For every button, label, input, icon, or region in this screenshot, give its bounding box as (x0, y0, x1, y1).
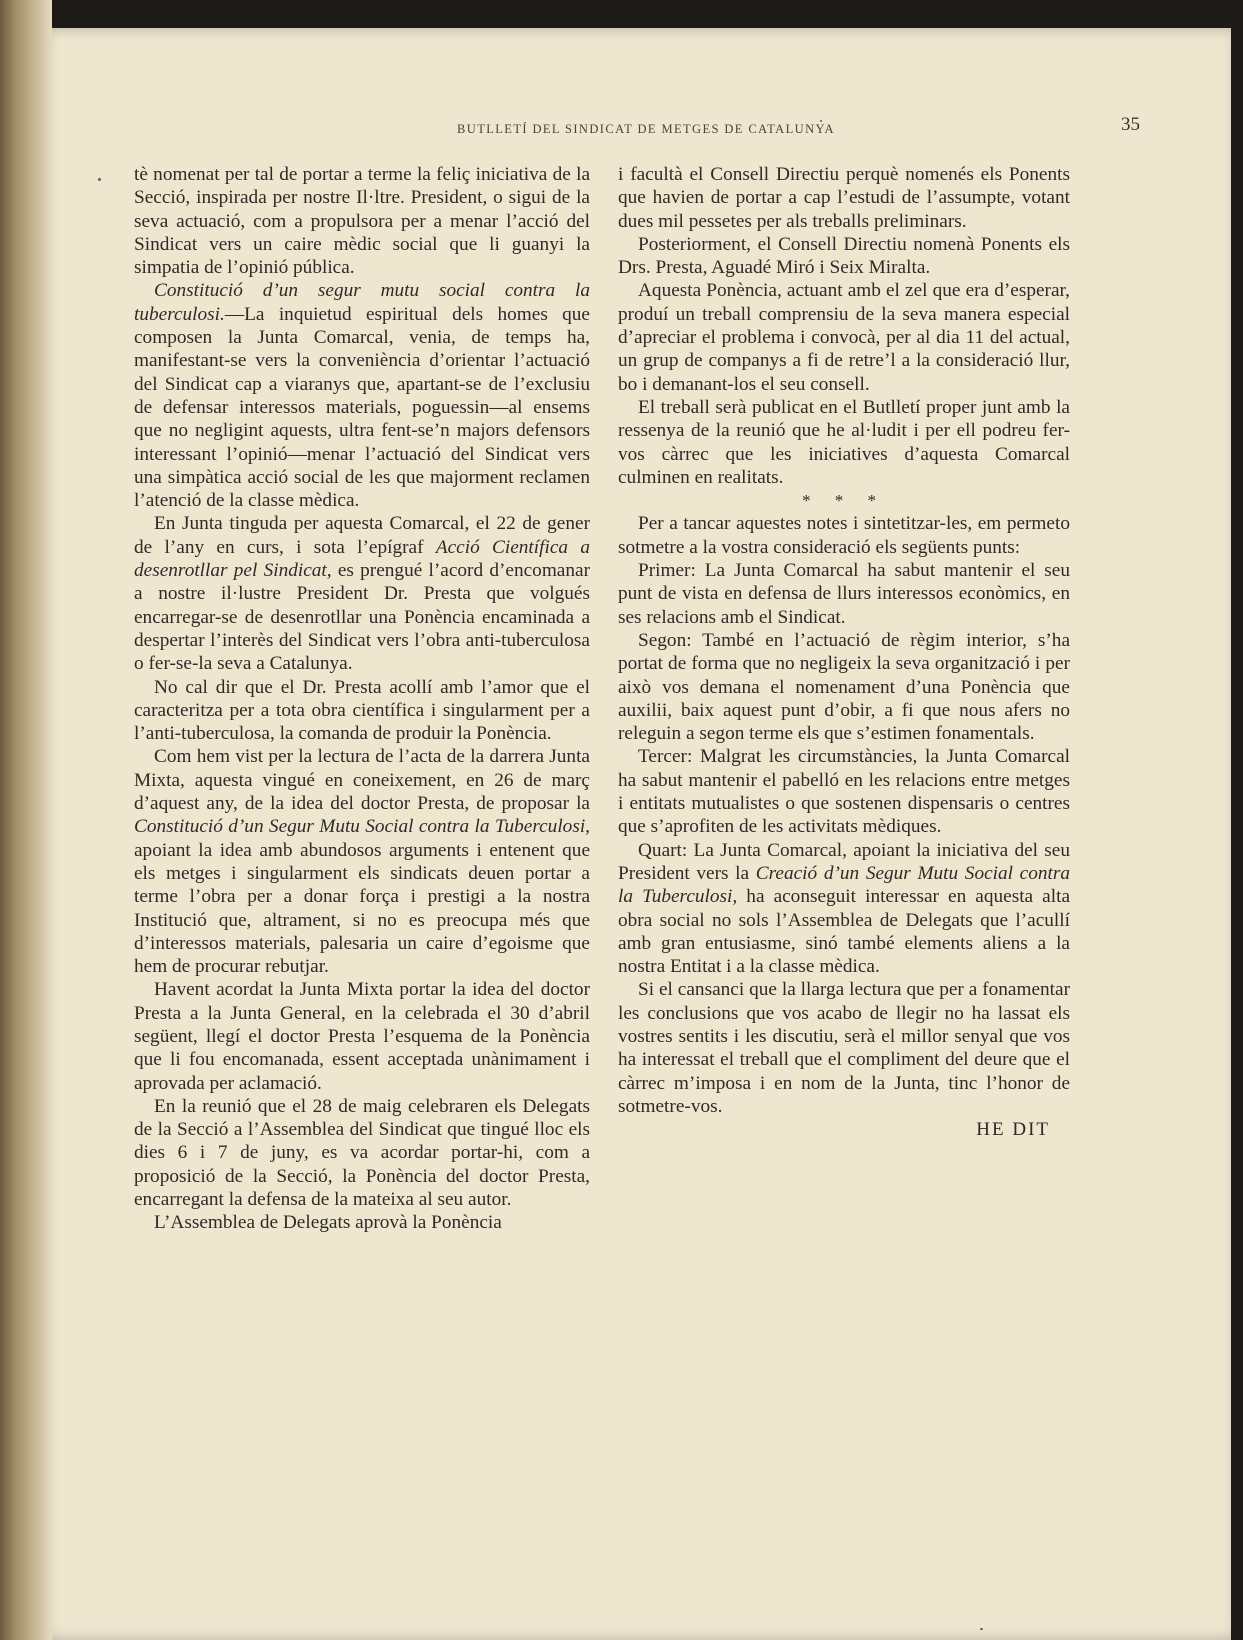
italic-title: Acció Científica a desenrotllar pel Sindicat, (134, 536, 590, 582)
paragraph: Si el cansanci que la llarga lectura que per a fonamentar les conclusions que vos acabo de llegir no ha lassat els vostres sentits i les discutiu, serà el millor senyal que vos ha interessat el treball que el compliment del deure que el càrrec m’imposa i en nom de la Junta, tinc l’honor de sotmetre-vos. (618, 979, 1070, 1117)
paragraph: Havent acordat la Junta Mixta portar la idea del doctor Presta a la Junta General, en la celebrada el 30 d’abril següent, llegí el doctor Presta l’esquema de la Ponència que li fou encomanada, essent acceptada unànimament i aprovada per aclamació. (134, 979, 590, 1094)
paragraph: Aquesta Ponència, actuant amb el zel que era d’esperar, produí un treball comprensiu de la seva manera especial d’apreciar el problema i convocà, per al dia 11 del actual, un grup de companys a fi de retre’l a la consideració llur, bo i demanant-los el seu consell. (618, 280, 1070, 395)
page-number: 35 (1121, 114, 1140, 135)
paragraph: Com hem vist per la lectura de l’acta de la darrera Junta Mixta, aquesta vingué en coneixement, en 26 de març d’aquest any, de la idea del doctor Presta, de proposar la Constitució d’un Segur Mutu Social contra la Tuberculosi, apoiant la idea amb abundosos arguments i entenent que els metges i singularment els sindicats deuen portar a terme l’obra per a donar força i prestigi a la nostra Institució que, altrament, si no es preocupa més que d’interessos materials, palesaria un caire d’egoisme que hem de procurar rebutjar. (134, 746, 590, 978)
paragraph: El treball serà publicat en el Butlletí proper junt amb la ressenya de la reunió que he al·ludit i per ell podreu fer-vos càrrec que les iniciatives d’aquesta Comarcal culminen en realitats. (618, 396, 1070, 488)
paragraph-segon: Segon: També en l’actuació de règim interior, s’ha portat de forma que no negligeix la seva organització i per això vos demana el nomenament d’una Ponència que auxilii, baix aquest punt d’obir, a fi que nous afers no releguin a segon terme els que s’estimen fonamentals. (618, 629, 1070, 745)
paragraph: En Junta tinguda per aquesta Comarcal, el 22 de gener de l’any en curs, i sota l’epígraf Acció Científica a desenrotllar pel Sindicat, es prengué l’acord d’encomanar a nostre il·lustre President Dr. Presta que volgués encarregar-se de desenrotllar una Ponència encaminada a despertar l’interès del Sindicat vers l’obra anti-tuberculosa o fer-se-la seva a Catalunya. (134, 513, 590, 675)
italic-title: Creació d’un Segur Mutu Social contra la Tuberculosi, (618, 862, 1070, 908)
journal-title: BUTLLETÍ DEL SINDICAT DE METGES DE CATALUNYA (457, 122, 835, 136)
paragraph: No cal dir que el Dr. Presta acollí amb l’amor que el caracteritza per a tota obra científica i singularment per a l’anti-tuberculosa, la comanda de produir la Ponència. (134, 676, 590, 745)
running-header (130, 110, 1140, 150)
paragraph-primer: Primer: La Junta Comarcal ha sabut mantenir el seu punt de vista en defensa de llurs interessos econòmics, en ses relacions amb el Sindicat. (618, 560, 1070, 628)
paragraph: i facultà el Consell Directiu perquè nomenés els Ponents que havien de portar a cap l’estudi de l’assumpte, votant dues mil pessetes per als treballs preliminars. (618, 164, 1070, 232)
paragraph: L’Assemblea de Delegats aprovà la Ponència (154, 1212, 502, 1234)
scan-speck (980, 1628, 983, 1630)
section-separator: * * * (802, 491, 886, 511)
paragraph: En la reunió que el 28 de maig celebraren els Delegats de la Secció a l’Assemblea del Sindicat que tingué lloc els dies 6 i 7 de juny, es va acordar portar-hi, com a proposició de la Secció, la Ponència del doctor Presta, encarregant la defensa de la mateixa al seu autor. (134, 1095, 590, 1211)
paragraph: Posteriorment, el Consell Directiu nomenà Ponents els Drs. Presta, Aguadé Miró i Seix Miralta. (618, 233, 1070, 279)
paragraph-tercer: Tercer: Malgrat les circumstàncies, la Junta Comarcal ha sabut mantenir el pabelló en les relacions entre metges i entitats mutualistes o que sostenen dispensaris o centres que s’aprofiten de les activitats mèdiques. (618, 746, 1070, 838)
paragraph-quart: Quart: La Junta Comarcal, apoiant la iniciativa del seu President vers la Creació d’un Segur Mutu Social contra la Tuberculosi, ha aconseguit interessar en aquesta alta obra social no sols l’Assemblea de Delegats que l’acullí amb gran entusiasme, sinó també elements aliens a la nostra Entitat i a la classe mèdica. (618, 839, 1071, 978)
paragraph: Per a tancar aquestes notes i sintetitzar-les, em permeto sotmetre a la vostra consideració els següents punts: (618, 513, 1070, 558)
scan-speck (820, 120, 822, 122)
italic-title: Constitució d’un Segur Mutu Social contra la Tuberculosi, (134, 816, 590, 838)
paragraph: tè nomenat per tal de portar a terme la feliç iniciativa de la Secció, inspirada per nostre Il·ltre. President, o sigui de la seva actuació, com a propulsora per a menar l’acció del Sindicat vers un caire mèdic social que li guanyi la simpatia de l’opinió pública. (134, 164, 590, 279)
scan-speck (98, 178, 101, 181)
section-heading: Constitució d’un segur mutu social contra la tuberculosi. (134, 280, 590, 325)
paragraph-constitucio: Constitució d’un segur mutu social contra la tuberculosi.—La inquietud espiritual dels homes que composen la Junta Comarcal, venia, de temps ha, manifestant-se vers la conveniència d’orientar l’actuació del Sindicat cap a viaranys que, apartant-se de l’exclusiu de defensar interessos materials, poguessin—al ensems que no negligint aquests, ultra fent-se’n majors defensors interessant l’opinió—menar l’actuació del Sindicat vers una simpàtica acció social de les que majorment reclamen l’atenció de la classe mèdica. (134, 280, 590, 512)
book-spine-edge (0, 0, 52, 1640)
left-text-column (134, 163, 590, 1235)
right-text-column (618, 163, 1070, 1141)
signature: HE DIT (976, 1119, 1050, 1141)
